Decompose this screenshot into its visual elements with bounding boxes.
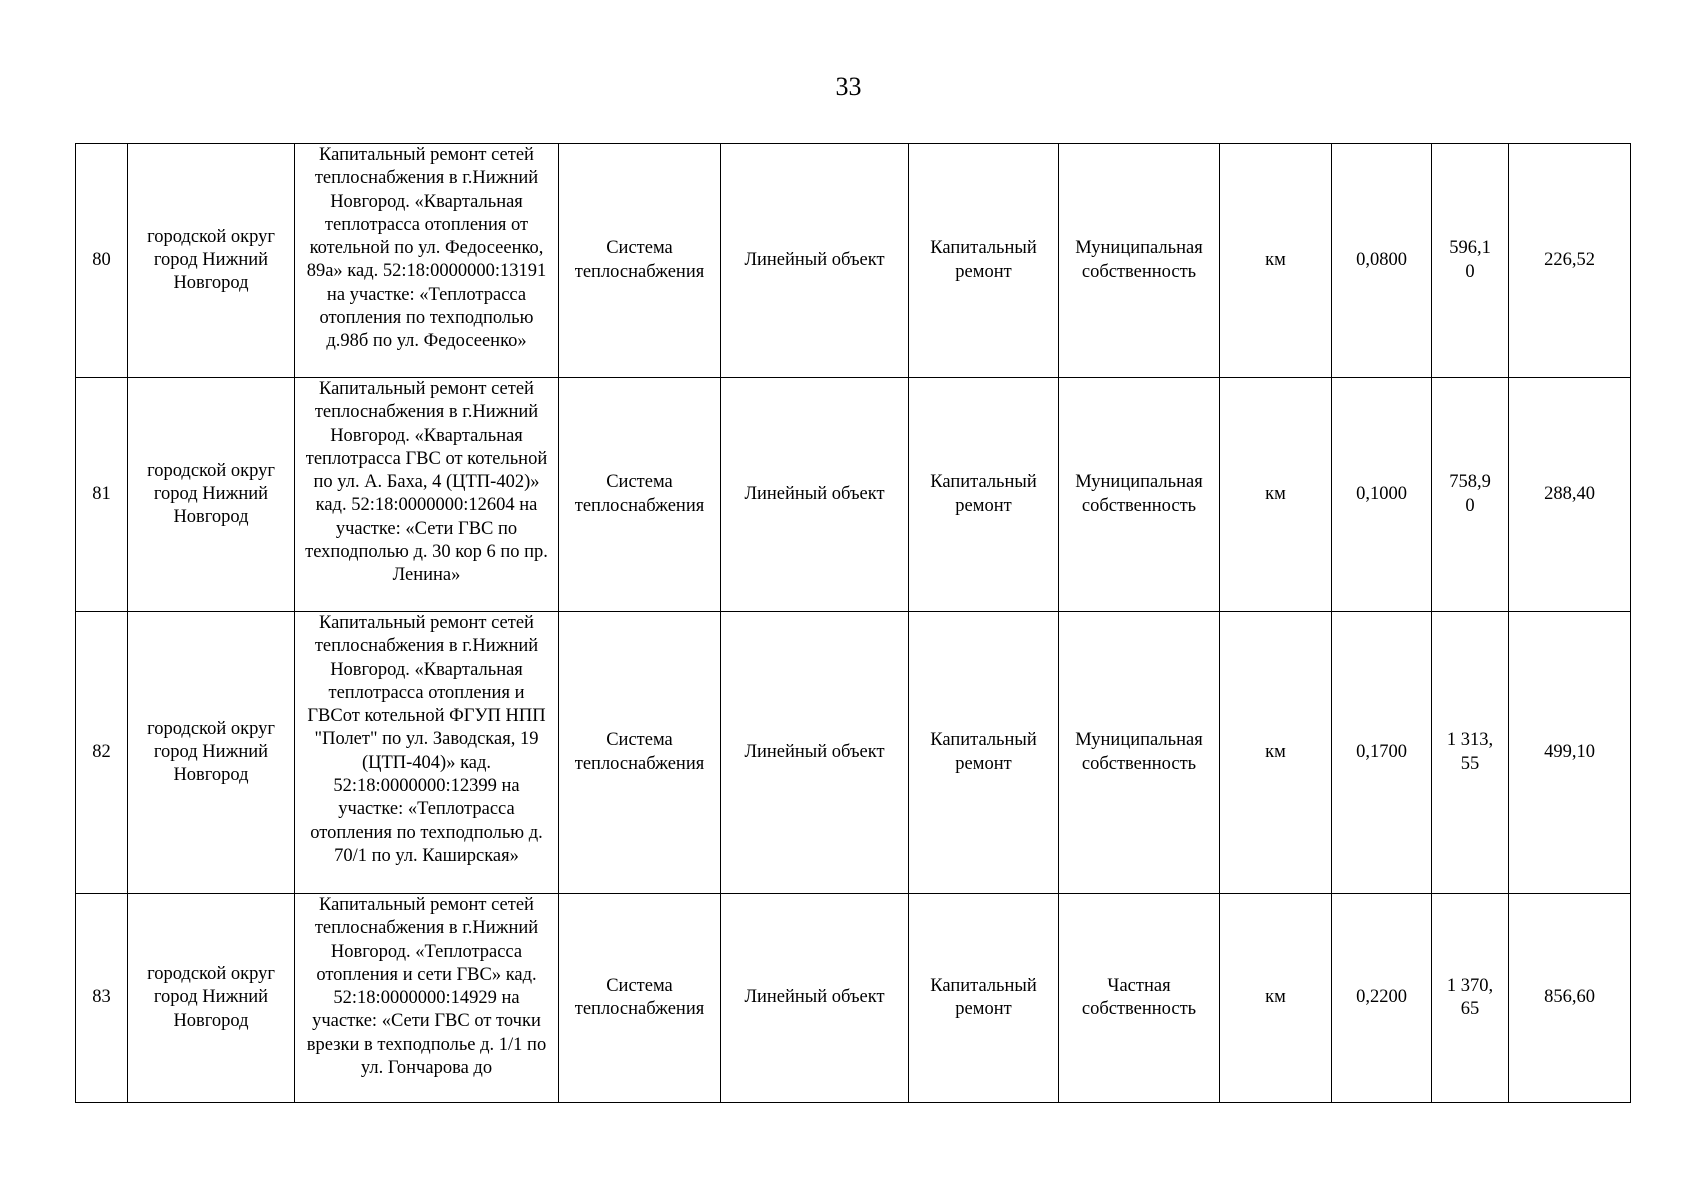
object-type-cell: Линейный объект xyxy=(721,144,909,378)
unit-cell: км xyxy=(1220,144,1332,378)
ownership-cell: Муниципальная собственность xyxy=(1059,612,1220,894)
unit-cell: км xyxy=(1220,612,1332,894)
unit-cell: км xyxy=(1220,894,1332,1103)
object-type-cell: Линейный объект xyxy=(721,378,909,612)
quantity-cell: 0,2200 xyxy=(1332,894,1432,1103)
cost-per-unit-cell: 1 313,55 xyxy=(1432,612,1509,894)
quantity-cell: 0,1000 xyxy=(1332,378,1432,612)
cost-per-unit-cell: 758,90 xyxy=(1432,378,1509,612)
total-cell: 499,10 xyxy=(1509,612,1631,894)
row-number-cell: 83 xyxy=(76,894,128,1103)
description-cell: Капитальный ремонт сетей теплоснабжения в г.Нижний Новгород. «Теплотрасса отопления и сети ГВС» кад. 52:18:0000000:14929 на участке: «Сети ГВС от точки врезки в техподполье д. 1/1 по ул. Гончарова до xyxy=(295,894,559,1103)
ownership-cell: Муниципальная собственность xyxy=(1059,144,1220,378)
unit-cell: км xyxy=(1220,378,1332,612)
system-cell: Система теплоснабжения xyxy=(559,612,721,894)
object-type-cell: Линейный объект xyxy=(721,894,909,1103)
territory-cell: городской округ город Нижний Новгород xyxy=(128,144,295,378)
table-row xyxy=(76,144,1631,378)
table-row xyxy=(76,894,1631,1103)
row-number-cell: 82 xyxy=(76,612,128,894)
work-type-cell: Капитальный ремонт xyxy=(909,894,1059,1103)
total-cell: 226,52 xyxy=(1509,144,1631,378)
description-cell: Капитальный ремонт сетей теплоснабжения в г.Нижний Новгород. «Квартальная теплотрасса ГВС от котельной по ул. А. Баха, 4 (ЦТП-402)» кад. 52:18:0000000:12604 на участке: «Сети ГВС по техподполью д. 30 кор 6 по пр. Ленина» xyxy=(295,378,559,612)
cost-per-unit-cell: 1 370,65 xyxy=(1432,894,1509,1103)
table-row xyxy=(76,378,1631,612)
territory-cell: городской округ город Нижний Новгород xyxy=(128,378,295,612)
description-cell: Капитальный ремонт сетей теплоснабжения в г.Нижний Новгород. «Квартальная теплотрасса отопления от котельной по ул. Федосеенко, 89а» кад. 52:18:0000000:13191 на участке: «Теплотрасса отопления по техподполью д.98б по ул. Федосеенко» xyxy=(295,144,559,378)
ownership-cell: Муниципальная собственность xyxy=(1059,378,1220,612)
capital-repair-table xyxy=(75,143,1631,1103)
object-type-cell: Линейный объект xyxy=(721,612,909,894)
quantity-cell: 0,0800 xyxy=(1332,144,1432,378)
work-type-cell: Капитальный ремонт xyxy=(909,378,1059,612)
description-cell: Капитальный ремонт сетей теплоснабжения в г.Нижний Новгород. «Квартальная теплотрасса отопления и ГВСот котельной ФГУП НПП "Полет" по ул. Заводская, 19 (ЦТП-404)» кад. 52:18:0000000:12399 на участке: «Теплотрасса отопления по техподполью д. 70/1 по ул. Каширская» xyxy=(295,612,559,894)
system-cell: Система теплоснабжения xyxy=(559,144,721,378)
territory-cell: городской округ город Нижний Новгород xyxy=(128,894,295,1103)
work-type-cell: Капитальный ремонт xyxy=(909,612,1059,894)
ownership-cell: Частная собственность xyxy=(1059,894,1220,1103)
total-cell: 856,60 xyxy=(1509,894,1631,1103)
system-cell: Система теплоснабжения xyxy=(559,894,721,1103)
page-number: 33 xyxy=(835,72,862,101)
table-row xyxy=(76,612,1631,894)
quantity-cell: 0,1700 xyxy=(1332,612,1432,894)
cost-per-unit-cell: 596,10 xyxy=(1432,144,1509,378)
work-type-cell: Капитальный ремонт xyxy=(909,144,1059,378)
total-cell: 288,40 xyxy=(1509,378,1631,612)
system-cell: Система теплоснабжения xyxy=(559,378,721,612)
row-number-cell: 81 xyxy=(76,378,128,612)
territory-cell: городской округ город Нижний Новгород xyxy=(128,612,295,894)
row-number-cell: 80 xyxy=(76,144,128,378)
